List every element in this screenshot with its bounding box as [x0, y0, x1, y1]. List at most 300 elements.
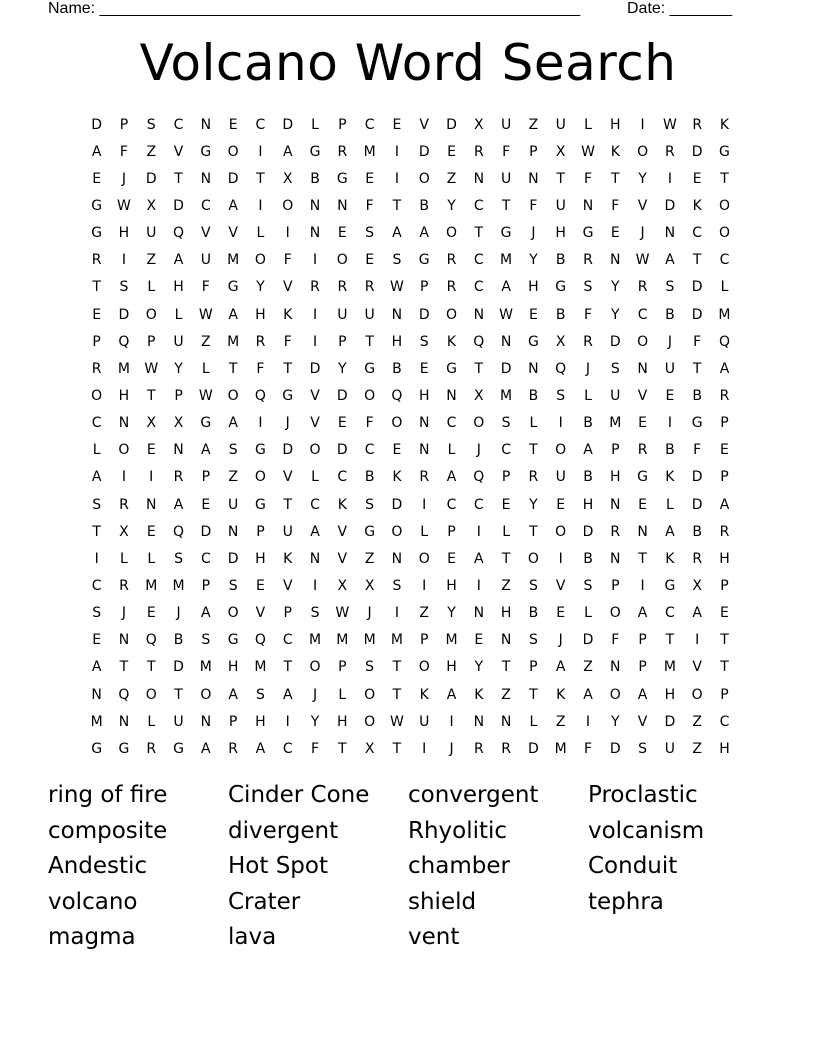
grid-letter: T	[720, 170, 729, 187]
name-field: Name: ______________________________________________________	[48, 0, 581, 17]
grid-letter: K	[283, 306, 293, 323]
grid-letter: O	[445, 306, 458, 323]
grid-letter: J	[558, 632, 563, 649]
grid-letter: P	[638, 659, 647, 676]
grid-letter: M	[718, 306, 731, 323]
date-field: Date: _______	[627, 0, 732, 17]
grid-letter: P	[147, 333, 156, 350]
grid-letter: O	[609, 605, 621, 622]
grid-letter: J	[531, 225, 536, 242]
grid-letter: P	[338, 116, 347, 133]
grid-letter: H	[500, 605, 512, 622]
grid-letter: H	[255, 550, 266, 567]
grid-letter: W	[499, 306, 514, 323]
grid-letter: Y	[638, 170, 647, 187]
grid-letter: F	[583, 170, 593, 187]
grid-letter: N	[500, 333, 512, 350]
grid-letter: T	[501, 659, 511, 676]
grid-letter: I	[312, 252, 318, 269]
grid-letter: S	[419, 333, 429, 350]
grid-letter: D	[282, 442, 294, 459]
grid-letter: D	[691, 469, 703, 486]
word-bank-item: shield	[408, 888, 477, 915]
grid-letter: O	[418, 550, 430, 567]
grid-letter: J	[121, 170, 127, 187]
grid-letter: L	[584, 116, 592, 133]
grid-letter: R	[91, 252, 102, 269]
grid-letter: V	[310, 387, 320, 404]
grid-letter: K	[692, 197, 702, 214]
grid-letter: F	[611, 632, 620, 649]
word-bank-item: Cinder Cone	[228, 782, 370, 808]
grid-letter: I	[285, 713, 290, 730]
grid-letter: D	[336, 387, 348, 404]
grid-letter: O	[364, 713, 376, 730]
grid-letter: S	[174, 550, 183, 567]
grid-letter: I	[640, 577, 645, 594]
grid-letter: A	[555, 659, 566, 676]
grid-letter: A	[173, 252, 184, 269]
grid-letter: I	[394, 605, 399, 622]
grid-letter: S	[501, 415, 511, 432]
grid-letter: J	[640, 225, 645, 242]
grid-letter: C	[255, 116, 266, 133]
grid-letter: M	[90, 713, 103, 730]
grid-letter: E	[365, 170, 375, 187]
grid-letter: P	[201, 577, 211, 594]
grid-letter: G	[282, 387, 294, 404]
grid-letter: S	[392, 577, 402, 594]
grid-letter: C	[473, 197, 484, 214]
grid-letter: G	[118, 740, 130, 757]
grid-letter: M	[227, 333, 240, 350]
grid-letter: H	[337, 713, 348, 730]
grid-letter: I	[285, 225, 290, 242]
grid-letter: E	[556, 605, 566, 622]
grid-letter: H	[227, 659, 239, 676]
grid-letter: B	[555, 306, 566, 323]
grid-letter: K	[419, 686, 429, 703]
grid-letter: O	[718, 225, 730, 242]
grid-letter: X	[146, 415, 157, 432]
grid-letter: N	[500, 632, 512, 649]
grid-letter: R	[719, 523, 730, 540]
grid-letter: M	[227, 252, 240, 269]
grid-letter: V	[228, 225, 238, 242]
grid-letter: R	[337, 279, 348, 296]
grid-letter: R	[310, 279, 320, 296]
grid-letter: S	[665, 279, 675, 296]
grid-letter: I	[640, 116, 645, 133]
grid-letter: F	[502, 143, 511, 160]
grid-letter: D	[691, 496, 703, 513]
grid-letter: P	[419, 632, 429, 649]
grid-letter: I	[667, 170, 672, 187]
grid-letter: P	[201, 469, 211, 486]
grid-letter: H	[610, 116, 621, 133]
grid-letter: N	[473, 306, 485, 323]
grid-letter: B	[364, 469, 375, 486]
grid-letter: O	[609, 686, 621, 703]
grid-letter: W	[198, 306, 213, 323]
grid-letter: D	[446, 116, 457, 133]
grid-letter: N	[637, 360, 648, 377]
grid-letter: I	[558, 550, 563, 567]
grid-letter: V	[555, 577, 566, 594]
grid-letter: S	[528, 577, 538, 594]
grid-letter: N	[309, 197, 321, 214]
grid-letter: Y	[529, 252, 538, 269]
grid-letter: H	[391, 333, 403, 350]
grid-letter: J	[367, 605, 372, 622]
grid-letter: F	[583, 740, 593, 757]
grid-letter: D	[118, 306, 130, 323]
grid-letter: M	[308, 632, 322, 649]
grid-letter: A	[446, 686, 457, 703]
grid-letter: Q	[118, 333, 130, 350]
grid-letter: Y	[529, 496, 538, 513]
grid-letter: B	[555, 252, 566, 269]
grid-letter: P	[338, 659, 347, 676]
grid-letter: J	[476, 442, 481, 459]
grid-letter: U	[146, 225, 157, 242]
grid-letter: E	[146, 523, 156, 540]
grid-letter: R	[119, 496, 129, 513]
grid-letter: J	[667, 333, 672, 350]
grid-letter: M	[390, 632, 403, 649]
grid-letter: D	[91, 116, 103, 133]
grid-letter: Z	[555, 713, 566, 730]
grid-letter: T	[665, 632, 675, 649]
grid-letter: E	[392, 116, 402, 133]
grid-letter: I	[312, 333, 318, 350]
grid-letter: E	[692, 170, 702, 187]
grid-letter: H	[555, 225, 566, 242]
grid-letter: B	[692, 387, 702, 404]
grid-letter: L	[338, 686, 347, 703]
grid-letter: A	[719, 496, 730, 513]
grid-letter: D	[500, 360, 512, 377]
grid-letter: P	[447, 523, 456, 540]
word-bank-item: Crater	[228, 888, 301, 915]
grid-letter: T	[556, 170, 565, 187]
grid-letter: Z	[146, 143, 157, 160]
grid-letter: P	[720, 577, 729, 594]
grid-letter: O	[527, 550, 539, 567]
header-line	[48, 0, 740, 20]
grid-letter: T	[692, 360, 702, 377]
grid-letter: E	[146, 442, 156, 459]
grid-letter: R	[665, 143, 675, 160]
grid-letter: X	[364, 740, 375, 757]
grid-letter: I	[121, 469, 127, 486]
grid-letter: N	[118, 632, 130, 649]
grid-letter: N	[200, 170, 212, 187]
grid-letter: A	[665, 252, 675, 269]
grid-letter: L	[92, 442, 101, 459]
grid-letter: R	[419, 469, 430, 486]
grid-letter: M	[117, 360, 130, 377]
grid-letter: P	[720, 686, 729, 703]
grid-letter: X	[146, 197, 157, 214]
grid-letter: E	[392, 442, 402, 459]
grid-letter: I	[394, 170, 399, 187]
grid-letter: H	[118, 387, 130, 404]
grid-letter: Y	[611, 713, 620, 730]
grid-letter: G	[227, 279, 239, 296]
grid-letter: S	[310, 605, 320, 622]
grid-letter: V	[173, 143, 184, 160]
grid-letter: P	[611, 442, 620, 459]
grid-letter: I	[695, 632, 700, 649]
grid-letter: C	[473, 252, 484, 269]
grid-letter: R	[528, 469, 539, 486]
grid-letter: O	[145, 306, 157, 323]
grid-letter: G	[664, 577, 676, 594]
grid-letter: N	[391, 306, 403, 323]
grid-letter: N	[500, 713, 512, 730]
grid-letter: C	[637, 306, 648, 323]
grid-letter: P	[92, 333, 101, 350]
grid-letter: M	[609, 415, 622, 432]
grid-letter: D	[664, 197, 676, 214]
grid-letter: I	[312, 306, 318, 323]
grid-letter: B	[392, 360, 402, 377]
grid-letter: O	[227, 143, 239, 160]
grid-letter: S	[119, 279, 129, 296]
grid-letter: D	[691, 143, 703, 160]
grid-letter: V	[419, 116, 429, 133]
grid-letter: N	[146, 496, 157, 513]
grid-letter: E	[665, 387, 675, 404]
grid-letter: M	[500, 387, 513, 404]
grid-letter: Q	[473, 469, 485, 486]
grid-letter: W	[198, 387, 213, 404]
grid-letter: N	[173, 442, 184, 459]
grid-letter: O	[391, 523, 403, 540]
grid-letter: O	[282, 197, 294, 214]
grid-letter: T	[174, 686, 183, 703]
grid-letter: Z	[528, 116, 539, 133]
grid-letter: L	[502, 523, 510, 540]
grid-letter: H	[664, 686, 676, 703]
grid-letter: A	[419, 225, 429, 242]
grid-letter: S	[255, 686, 265, 703]
grid-letter: O	[718, 197, 730, 214]
grid-letter: D	[145, 170, 157, 187]
grid-letter: A	[173, 496, 184, 513]
grid-letter: N	[418, 442, 430, 459]
grid-letter: U	[228, 496, 239, 513]
grid-letter: S	[365, 659, 375, 676]
grid-letter: S	[365, 225, 375, 242]
grid-letter: D	[418, 306, 430, 323]
grid-letter: T	[119, 659, 129, 676]
grid-letter: K	[665, 550, 675, 567]
grid-letter: L	[529, 713, 538, 730]
grid-letter: M	[554, 740, 567, 757]
grid-letter: X	[555, 143, 566, 160]
grid-letter: L	[147, 279, 156, 296]
grid-letter: F	[201, 279, 210, 296]
grid-letter: U	[200, 252, 211, 269]
grid-letter: T	[146, 387, 156, 404]
grid-letter: T	[501, 550, 511, 567]
grid-letter: O	[364, 387, 376, 404]
word-bank-item: lava	[228, 924, 277, 951]
grid-letter: L	[584, 387, 592, 404]
grid-letter: T	[474, 360, 484, 377]
grid-letter: S	[610, 360, 620, 377]
grid-letter: N	[637, 523, 648, 540]
grid-letter: B	[528, 605, 539, 622]
grid-letter: V	[337, 550, 348, 567]
word-bank-item: ring of fire	[48, 782, 168, 808]
grid-letter: V	[637, 713, 648, 730]
grid-letter: L	[720, 279, 729, 296]
grid-letter: B	[310, 170, 320, 187]
grid-letter: A	[392, 225, 402, 242]
word-bank-item: Andestic	[48, 853, 148, 880]
grid-letter: N	[337, 197, 348, 214]
grid-letter: B	[583, 550, 593, 567]
grid-letter: X	[474, 387, 484, 404]
grid-letter: B	[665, 306, 675, 323]
grid-letter: B	[665, 442, 675, 459]
grid-letter: N	[473, 713, 485, 730]
grid-letter: E	[720, 442, 729, 459]
grid-letter: D	[528, 740, 539, 757]
grid-letter: C	[337, 469, 348, 486]
page-title: Volcano Word Search	[139, 34, 677, 92]
grid-letter: A	[583, 686, 593, 703]
grid-letter: Y	[256, 279, 265, 296]
grid-letter: I	[422, 740, 427, 757]
grid-letter: L	[420, 523, 429, 540]
word-bank-item: composite	[48, 817, 168, 844]
grid-letter: E	[365, 252, 375, 269]
grid-letter: P	[720, 415, 729, 432]
grid-letter: F	[529, 197, 538, 214]
grid-letter: O	[254, 252, 266, 269]
grid-letter: M	[500, 252, 513, 269]
grid-letter: Y	[611, 279, 620, 296]
grid-letter: W	[662, 116, 677, 133]
grid-letter: H	[446, 577, 457, 594]
grid-letter: Z	[692, 713, 702, 730]
grid-letter: L	[147, 713, 156, 730]
word-bank-item: tephra	[588, 888, 664, 915]
grid-letter: X	[282, 170, 293, 187]
grid-letter: N	[610, 550, 621, 567]
grid-letter: N	[664, 225, 676, 242]
grid-letter: W	[144, 360, 159, 377]
grid-letter: N	[227, 523, 239, 540]
grid-letter: D	[200, 523, 212, 540]
grid-letter: E	[447, 550, 456, 567]
word-bank	[48, 778, 768, 956]
grid-letter: O	[445, 225, 458, 242]
grid-letter: H	[118, 225, 130, 242]
grid-letter: C	[446, 415, 457, 432]
grid-letter: T	[365, 333, 374, 350]
grid-letter: M	[199, 659, 212, 676]
grid-letter: U	[664, 360, 675, 377]
grid-letter: T	[283, 659, 292, 676]
grid-letter: B	[173, 632, 184, 649]
grid-letter: S	[201, 632, 211, 649]
grid-letter: L	[447, 442, 456, 459]
grid-letter: U	[173, 713, 184, 730]
grid-letter: T	[174, 170, 183, 187]
grid-letter: D	[173, 197, 184, 214]
grid-letter: J	[121, 605, 127, 622]
grid-letter: S	[92, 496, 102, 513]
grid-letter: M	[663, 659, 676, 676]
grid-letter: E	[228, 116, 238, 133]
grid-letter: N	[610, 496, 621, 513]
grid-letter: U	[419, 713, 430, 730]
grid-letter: U	[500, 170, 512, 187]
grid-letter: F	[693, 333, 702, 350]
grid-letter: D	[418, 143, 430, 160]
grid-letter: O	[309, 442, 321, 459]
grid-letter: G	[555, 279, 567, 296]
grid-letter: V	[255, 605, 266, 622]
grid-letter: P	[501, 469, 511, 486]
grid-letter: E	[146, 605, 156, 622]
grid-letter: H	[255, 713, 266, 730]
grid-letter: G	[200, 143, 212, 160]
grid-letter: Z	[501, 686, 511, 703]
grid-letter: K	[337, 496, 347, 513]
grid-letter: H	[446, 659, 457, 676]
grid-letter: N	[446, 387, 457, 404]
grid-letter: R	[692, 116, 703, 133]
grid-letter: H	[418, 387, 430, 404]
word-bank-item: Rhyolitic	[408, 817, 508, 844]
grid-letter: F	[283, 252, 292, 269]
grid-letter: A	[91, 143, 102, 160]
grid-letter: D	[582, 632, 594, 649]
grid-letter: P	[638, 632, 647, 649]
grid-letter: Q	[718, 333, 730, 350]
grid-letter: R	[692, 550, 703, 567]
grid-letter: K	[719, 116, 730, 133]
word-bank-item: magma	[48, 924, 136, 951]
grid-letter: D	[227, 550, 239, 567]
grid-letter: Q	[254, 387, 266, 404]
grid-letter: S	[583, 279, 593, 296]
grid-letter: H	[719, 550, 730, 567]
grid-letter: E	[201, 496, 211, 513]
grid-letter: F	[693, 442, 702, 459]
grid-letter: O	[227, 605, 239, 622]
grid-letter: O	[418, 659, 430, 676]
grid-letter: I	[667, 415, 672, 432]
grid-letter: T	[638, 550, 647, 567]
grid-letter: D	[227, 170, 239, 187]
grid-letter: T	[228, 360, 238, 377]
grid-letter: F	[365, 197, 374, 214]
grid-letter: J	[176, 605, 181, 622]
grid-letter: G	[446, 360, 457, 377]
grid-letter: Z	[692, 740, 702, 757]
grid-letter: U	[555, 197, 566, 214]
grid-letter: A	[310, 523, 320, 540]
grid-letter: H	[610, 469, 621, 486]
grid-letter: J	[285, 415, 290, 432]
